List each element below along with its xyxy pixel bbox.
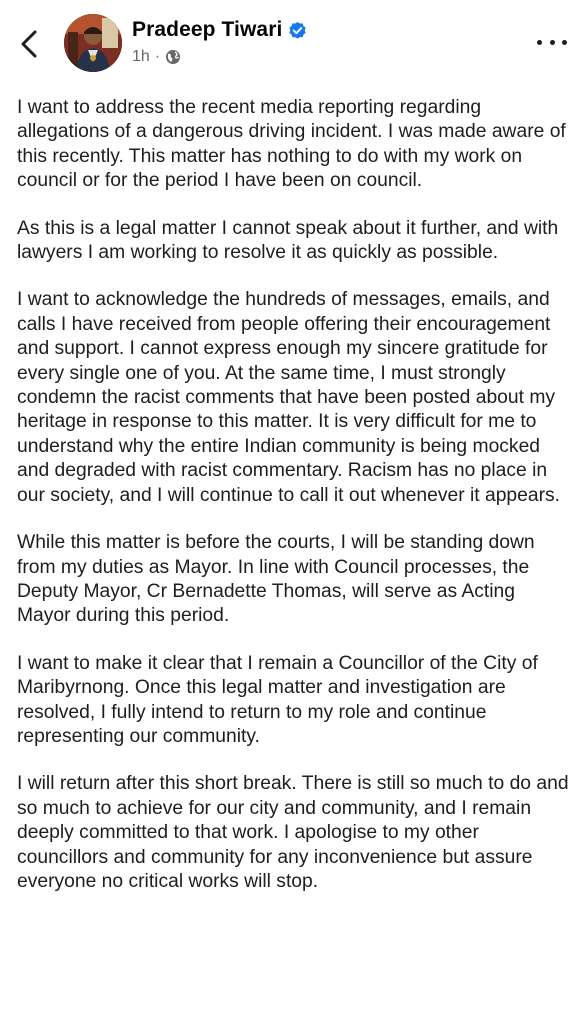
post-paragraph: While this matter is before the courts, I will be standing down from my duties as Mayor. In line with Council processes, the Deputy Mayor, Cr Bernadette Thomas, will serve as Acting Mayor during this period. xyxy=(17,532,535,627)
post-paragraph: I want to make it clear that I remain a Councillor of the City of Maribyrnong. Once this legal matter and investigation are resolved, I fully intend to return to my role and continue representing our community. xyxy=(17,652,538,747)
avatar-image xyxy=(64,14,122,72)
back-button[interactable] xyxy=(14,26,44,62)
post-meta xyxy=(132,48,307,66)
verified-badge-icon xyxy=(288,21,307,40)
more-horizontal-icon xyxy=(537,40,542,45)
author-block xyxy=(132,18,307,66)
post-paragraph: As this is a legal matter I cannot speak about it further, and with lawyers I am working to resolve it as quickly as possible. xyxy=(17,217,559,264)
more-dot xyxy=(550,40,555,45)
post-header xyxy=(0,0,583,84)
avatar[interactable] xyxy=(64,14,122,72)
globe-icon xyxy=(165,49,181,65)
author-line xyxy=(132,18,307,42)
more-dot xyxy=(562,40,567,45)
chevron-left-icon xyxy=(20,29,38,59)
post-timestamp[interactable]: 1h xyxy=(132,48,150,65)
post-paragraph: I want to acknowledge the hundreds of messages, emails, and calls I have received from people offering their encouragement and support. I cannot express enough my sincere gratitude for every single one of you. At the same time, I must strongly condemn the racist comments that have been posted about my heritage in response to this matter. It is very difficult for me to understand why the entire Indian community is being mocked and degraded with racist commentary. Racism has no place in our society, and I will continue to call it out whenever it appears. xyxy=(17,289,561,506)
post-paragraph: I will return after this short break. There is still so much to do and so much to achieve for our city and community, and I remain deeply committed to that work. I apologise to my other councillors and community for any inconvenience but assure everyone no critical works will stop. xyxy=(17,773,569,892)
post-paragraph: I want to address the recent media reporting regarding allegations of a dangerous driving incident. I was made aware of this recently. This matter has nothing to do with my work on council or for the period I have been on council. xyxy=(17,97,566,192)
author-name[interactable]: Pradeep Tiwari xyxy=(132,18,283,41)
more-options-button[interactable] xyxy=(537,32,567,52)
meta-separator: · xyxy=(154,48,161,65)
post-body xyxy=(17,96,569,917)
